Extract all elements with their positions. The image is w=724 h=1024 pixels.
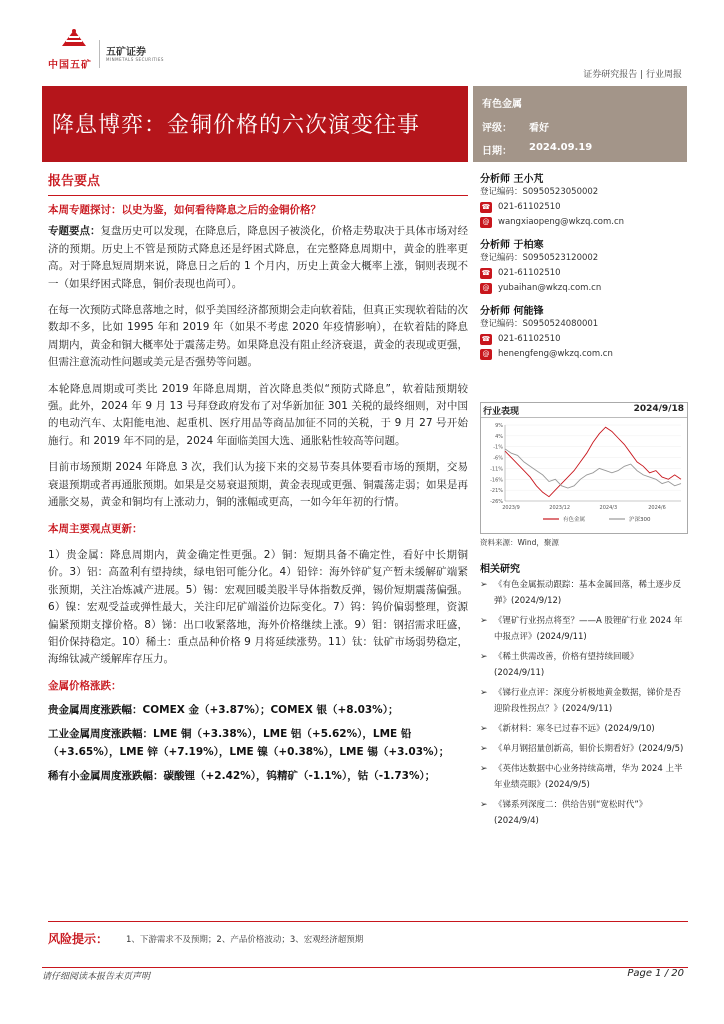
y-tick-label: -16% [490, 477, 503, 484]
analyst-block [480, 170, 688, 230]
footer-divider [42, 967, 688, 968]
analyst-phone: ☎ 021-61102510 [481, 202, 561, 212]
rating-label: 评级： [482, 123, 512, 134]
info-box [473, 86, 687, 162]
related-item[interactable]: ➢ 《锂矿行业拐点将至？——A 股锂矿行业 2024 年中报点评》(2024/9/11) [480, 613, 688, 645]
x-tick-label: 2024/6 [648, 505, 666, 511]
analyst-email[interactable]: @ henengfeng@wkzq.com.cn [480, 347, 688, 362]
report-type: 证券研究报告 | 行业周报 [583, 70, 682, 80]
views-heading: 本周主要观点更新： [48, 522, 143, 535]
summary-column [48, 170, 468, 785]
analyst-name: 分析师 何能锋 [480, 306, 544, 317]
arrow-icon: ➢ [480, 652, 488, 662]
y-tick-label: -26% [490, 499, 503, 505]
analyst-reg: 登记编码：S0950523120002 [480, 253, 599, 263]
section-divider [48, 195, 468, 196]
email-icon: @ [480, 217, 492, 228]
related-item[interactable]: ➢ 《新材料：寒冬已过春不远》(2024/9/10) [480, 721, 688, 737]
performance-date: 2024/9/18 [633, 404, 684, 414]
footer-disclaimer: 请仔细阅读本报告末页声明 [42, 972, 151, 982]
logo-name: 五矿证券 [106, 47, 146, 58]
phone-icon: ☎ [481, 335, 491, 343]
legend-label: 沪深300 [629, 517, 651, 523]
paragraph-1-text: 复盘历史可以发现，在降息后，降息因子被淡化，价格走势取决于具体市场对经济的预期。历史上不管是预防式降息还是纾困式降息，在完整降息周期中，黄金的胜率更高。对于降息短周期来说，降息日之后的 1 个月内，历史上黄金大概率上涨，铜则表现不一（如果纾困式降息，铜价表现也尚可）。 [48, 225, 468, 290]
y-tick-label: -11% [490, 466, 503, 473]
related-item[interactable]: ➢ 《锑系列深度二：供给告别“宽松时代”》(2024/9/4) [480, 797, 688, 829]
topic-heading: 本周专题探讨：以史为鉴，如何看待降息之后的金铜价格？ [48, 204, 321, 216]
y-tick-label: -6% [493, 455, 503, 462]
performance-chart [481, 419, 687, 534]
logo-divider [99, 40, 100, 68]
phone-icon: ☎ [481, 203, 491, 211]
related-item[interactable]: ➢ 《稀土供需改善，价格有望持续回暖》(2024/9/11) [480, 649, 688, 681]
y-tick-label: 4% [495, 433, 503, 440]
analyst-phone: ☎ 021-61102510 [481, 268, 561, 278]
arrow-icon: ➢ [480, 580, 488, 590]
title-banner [42, 86, 468, 162]
arrow-icon: ➢ [480, 744, 488, 754]
phone-icon: ☎ [481, 269, 491, 277]
legend-label: 有色金属 [563, 517, 586, 523]
analyst-block [480, 236, 688, 296]
paragraph-4: 目前市场预期 2024 年降息 3 次，我们认为接下来的交易节奏具体要看市场的预期，交易衰退预期或者再通胀预期。如果是交易衰退预期，黄金表现或更强、铜震荡走弱；如果是再通胀交易，黄金和铜均有上涨动力，铜的涨幅或更高，一如今年年初的行情。 [48, 461, 468, 509]
analyst-reg: 登记编码：S0950523050002 [480, 187, 599, 197]
related-list [480, 577, 688, 833]
arrow-icon: ➢ [480, 800, 488, 810]
analyst-phone: ☎ 021-61102510 [481, 334, 561, 344]
y-tick-label: 9% [495, 423, 503, 429]
y-tick-label: -1% [493, 444, 503, 451]
risk-text: 1、下游需求不及预期；2、产品价格波动；3、宏观经济超预期 [126, 935, 364, 945]
arrow-icon: ➢ [480, 688, 488, 698]
analyst-block [480, 302, 688, 362]
analyst-email[interactable]: @ wangxiaopeng@wkzq.com.cn [480, 215, 688, 230]
date-value: 2024.09.19 [529, 142, 593, 153]
performance-chart-box [480, 402, 688, 534]
paragraph-2: 在每一次预防式降息落地之时，似乎美国经济都预期会走向软着陆，但真正实现软着陆的次数却不多，比如 1995 年和 2019 年（如果不考虑 2020 年疫情影响），在软着陆的降息周期内，黄金和铜大概率处于震荡走势。如果降息没有阻止经济衰退，黄金的表现或更强，但需注意流动性问题或美元是否强势等问题。 [48, 304, 468, 369]
risk-title: 风险提示： [48, 932, 109, 946]
email-icon: @ [480, 283, 492, 294]
risk-divider [48, 921, 688, 922]
analyst-name: 分析师 王小芃 [480, 174, 544, 185]
paragraph-1 [48, 223, 468, 293]
rating-value: 看好 [529, 123, 549, 134]
series-line-nonferrous [505, 427, 681, 497]
arrow-icon: ➢ [480, 616, 488, 626]
paragraph-3: 本轮降息周期或可类比 2019 年降息周期，首次降息类似“预防式降息”，软着陆预期较强。此外，2024 年 9 月 13 号拜登政府发布了对华新加征 301 关税的最终细则，对中国的电动汽车、太阳能电池、起重机、医疗用品等商品加征不同的关税，于 9 月 27 号开始施行。和 2019 年不同的是，2024 年面临美国大选、通胀粘性较高等问题。 [48, 382, 468, 447]
arrow-icon: ➢ [480, 724, 488, 734]
related-item[interactable]: ➢ 《有色金属振动跟踪：基本金属回落，稀土逐步反弹》(2024/9/12) [480, 577, 688, 609]
arrow-icon: ➢ [480, 764, 488, 774]
related-item[interactable]: ➢ 《单月钢招量创新高，钼价长期看好》(2024/9/5) [480, 741, 688, 757]
x-tick-label: 2024/3 [599, 505, 618, 511]
price-precious: 贵金属周度涨跌幅：COMEX 金（+3.87%）；COMEX 银（+8.03%）； [48, 704, 399, 717]
report-title: 降息博弈：金铜价格的六次演变往事 [52, 113, 421, 138]
logo-cn-text: 中国五矿 [48, 60, 92, 71]
analyst-reg: 登记编码：S0950524080001 [480, 319, 599, 329]
date-label: 日期： [482, 146, 512, 157]
section-title: 报告要点 [48, 174, 101, 189]
chart-source: 资料来源：Wind，聚源 [480, 538, 559, 547]
views-text: 1）贵金属：降息周期内，黄金确定性更强。2）铜：短期具备不确定性，看好中长期铜价。3）铝：高盈利有望持续，绿电铝可能分化。4）铅锌：海外锌矿复产暂未缓解矿端紧张预期，关注冶炼减产进展。5）锡：宏观回暖美股半导体指数反弹，锡价短期震荡偏强。6）镍：宏观受益或弹性最大，关注印尼矿端溢价边际变化。7）钨：钨价偏弱整理，资源偏紧预期支撑价格。8）锑：出口收紧落地，海外价格继续上涨。9）钼：钢招需求旺盛，钼价保持稳定。10）稀土：重点品种价格 9 月将延续涨势。11）钛：钛矿市场弱势稳定，海绵钛减产缓解库存压力。 [48, 548, 468, 666]
analyst-email[interactable]: @ yubaihan@wkzq.com.cn [480, 281, 688, 296]
analyst-name: 分析师 于柏寒 [480, 240, 544, 251]
page-number: Page 1 / 20 [627, 968, 684, 979]
company-logo [48, 26, 168, 70]
analyst-column [480, 170, 688, 362]
performance-title: 行业表现 [483, 407, 520, 417]
performance-header [481, 403, 687, 418]
email-icon: @ [480, 349, 492, 360]
price-industrial: 工业金属周度涨跌幅：LME 铜（+3.38%），LME 铝（+5.62%），LME 铅（+3.65%），LME 锌（+7.19%），LME 镍（+0.38%），LME 锡（+3.03%）； [48, 728, 450, 759]
paragraph-1-lead: 专题要点： [48, 225, 101, 238]
related-title: 相关研究 [480, 564, 520, 575]
x-tick-label: 2023/12 [549, 505, 571, 511]
price-minor: 稀有小金属周度涨跌幅：碳酸锂（+2.42%），钨精矿（-1.1%），钴（-1.73%）； [48, 770, 436, 783]
logo-emblem-icon [60, 26, 88, 48]
related-item[interactable]: ➢ 《英伟达数据中心业务持续高增，华为 2024 上半年业绩亮眼》(2024/9/5) [480, 761, 688, 793]
price-heading: 金属价格涨跌： [48, 679, 122, 692]
x-tick-label: 2023/9 [502, 505, 520, 511]
logo-en: MINMETALS SECURITIES [106, 57, 164, 62]
related-item[interactable]: ➢ 《锑行业点评：深度分析极地黄金数据，锑价是否迎阶段性拐点？》(2024/9/11) [480, 685, 688, 717]
y-tick-label: -21% [490, 488, 503, 495]
sector-label: 有色金属 [482, 99, 522, 110]
